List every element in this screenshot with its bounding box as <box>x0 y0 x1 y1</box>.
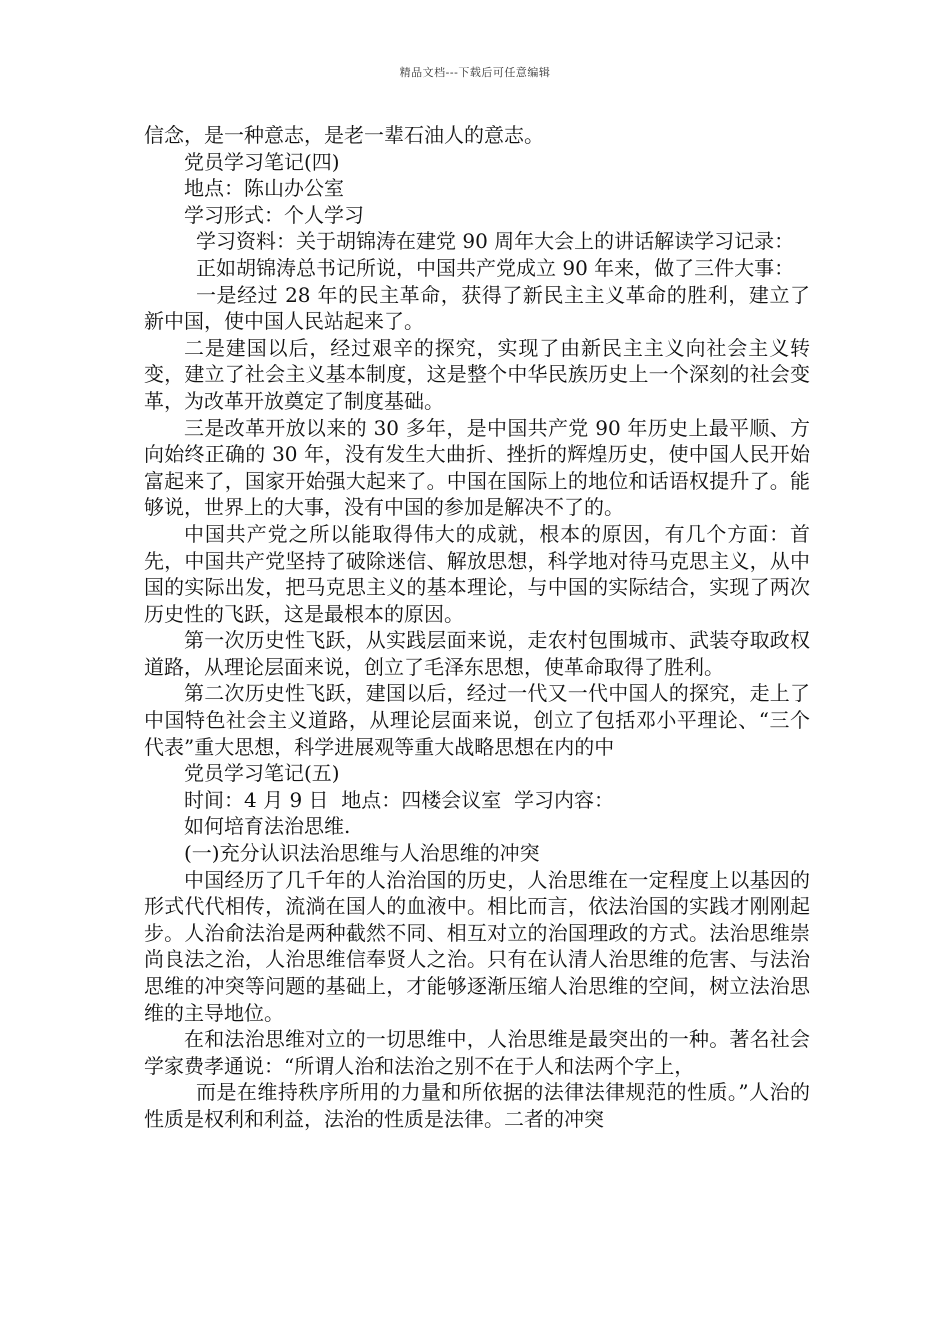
subsection-title-1: (一)充分认识法治思维与人治思维的冲突 <box>184 841 540 866</box>
paragraph-three-things: 正如胡锦涛总书记所说，中国共产党成立 90 年来，做了三件大事： <box>196 255 795 280</box>
paragraph-second-leap: 第二次历史性飞跃，建国以后，经过一代又一代中国人的探究，走上了中国特色社会主义道路，从理论层面来说，创立了包括邓小平理论、“三个代表”重大思想，科学进展观等重大战略思想在内的中 <box>144 681 810 759</box>
topic-line: 如何培育法治思维. <box>184 814 351 839</box>
page-header: 精品文档---下载后可任意编辑 <box>399 66 551 79</box>
paragraph-first-leap: 第一次历史性飞跃，从实践层面来说，走农村包围城市、武装夺取政权道路，从理论层面来说，创立了毛泽东思想，使革命取得了胜利。 <box>144 628 810 679</box>
time-location-line: 时间：4 月 9 日 地点：四楼会议室 学习内容： <box>184 787 614 812</box>
location-line: 地点：陈山办公室 <box>184 176 344 201</box>
paragraph-1: 信念，是一种意志，是老一辈石油人的意志。 <box>144 123 544 147</box>
study-form-line: 学习形式：个人学习 <box>184 202 364 227</box>
paragraph-fei-xiaotong: 在和法治思维对立的一切思维中，人治思维是最突出的一种。著名社会学家费孝通说：“所谓人治和法治之别不在于人和法两个字上， <box>144 1027 810 1078</box>
section-title-5: 党员学习笔记(五) <box>184 761 340 786</box>
paragraph-reasons: 中国共产党之所以能取得伟大的成就，根本的原因，有几个方面：首先，中国共产党坚持了破除迷信、解放思想，科学地对待马克思主义，从中国的实际出发，把马克思主义的基本理论，与中国的实际结合，实现了两次历史性的飞跃，这是最根本的原因。 <box>144 521 810 626</box>
paragraph-first: 一是经过 28 年的民主革命，获得了新民主主义革命的胜利，建立了新中国，使中国人民站起来了。 <box>144 282 810 334</box>
paragraph-second: 二是建国以后，经过艰辛的探究，实现了由新民主主义向社会主义转变，建立了社会主义基本制度，这是整个中华民族历史上一个深刻的社会变革，为改革开放奠定了制度基础。 <box>144 335 810 413</box>
section-title-4: 党员学习笔记(四) <box>184 149 340 174</box>
paragraph-third: 三是改革开放以来的 30 多年，是中国共产党 90 年历史上最平顺、方向始终正确的 30 年，没有发生大曲折、挫折的辉煌历史，使中国人民开始富起来了，国家开始强大起来了。中国在国际上的地位和话语权提升了。能够说，世界上的大事，没有中国的参加是解决不了的。 <box>144 415 810 520</box>
paragraph-rule-of-man: 中国经历了几千年的人治治国的历史，人治思维在一定程度上以基因的形式代代相传，流淌在国人的血液中。相比而言，依法治国的实践才刚刚起步。人治俞法治是两种截然不同、相互对立的治国理政的方式。法治思维崇尚良法之治，人治思维信奉贤人之治。只有在认清人治思维的危害、与法治思维的冲突等问题的基础上，才能够逐渐压缩人治思维的空间，树立法治思维的主导地位。 <box>144 867 810 1025</box>
paragraph-nature: 而是在维持秩序所用的力量和所依据的法律法律规范的性质。”人治的性质是权利和利益，法治的性质是法律。二者的冲突 <box>144 1080 810 1131</box>
study-material-line: 学习资料：关于胡锦涛在建党 90 周年大会上的讲话解读学习记录： <box>196 229 795 254</box>
document-body <box>144 122 810 1133</box>
